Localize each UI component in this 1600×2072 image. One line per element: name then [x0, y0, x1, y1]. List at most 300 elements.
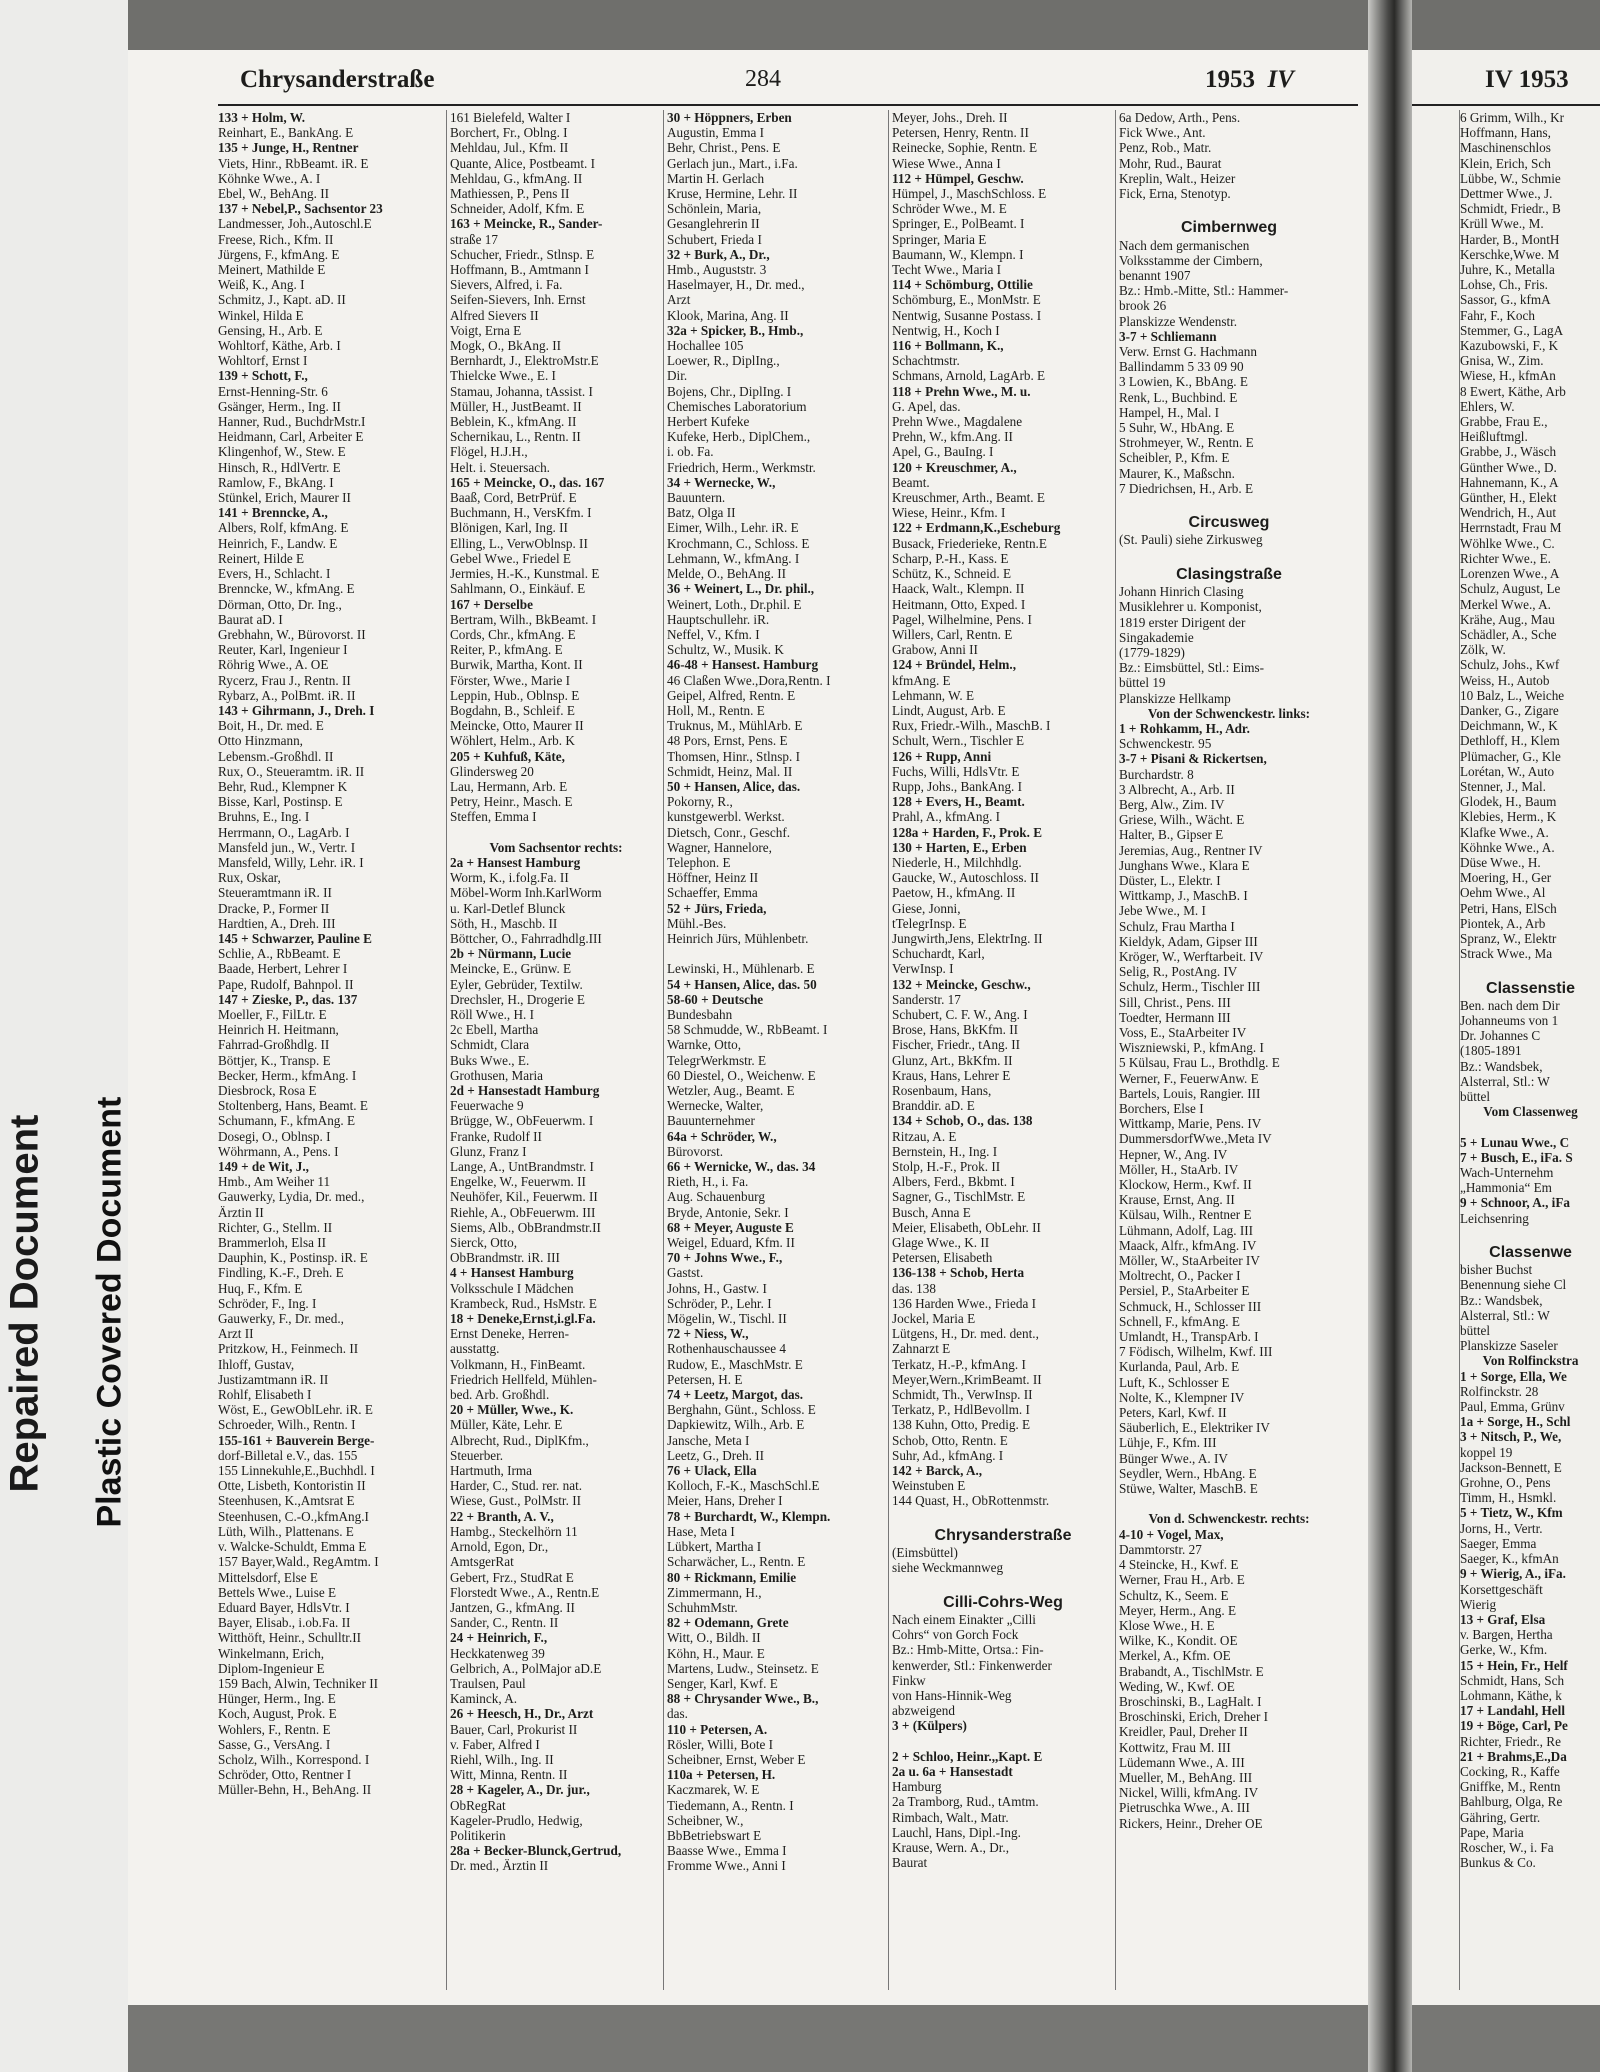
directory-line: Bisse, Karl, Postinsp. E [218, 794, 343, 810]
directory-line: Günther Wwe., D. [1460, 459, 1557, 475]
directory-line: Kazubowski, F., K [1460, 338, 1559, 354]
house-entry: 32 + Burk, A., Dr., [667, 246, 770, 262]
directory-line: Schädler, A., Sche [1460, 626, 1557, 642]
directory-line: Klingenhof, W., Stew. E [218, 444, 346, 460]
directory-line: Zimmermann, H., [667, 1584, 762, 1600]
directory-line: Griese, Wilh., Wächt. E [1119, 812, 1245, 828]
directory-line: 5 Külsau, Frau L., Brothdlg. E [1119, 1055, 1280, 1071]
directory-line: Dörman, Otto, Dr. Ing., [218, 596, 342, 612]
directory-line: kunstgewerbl. Werkst. [667, 809, 785, 825]
directory-line: Thielcke Wwe., E. I [450, 368, 556, 384]
house-entry: 68 + Meyer, Auguste E [667, 1219, 794, 1235]
directory-line: Heinrich, F., Landw. E [218, 535, 338, 551]
directory-line: Voigt, Erna E [450, 322, 522, 338]
house-entry: 52 + Jürs, Frieda, [667, 900, 767, 916]
directory-line: Klook, Marina, Ang. II [667, 307, 789, 323]
directory-line: 2a Tramborg, Rud., tAmtm. [892, 1794, 1039, 1810]
house-entry: 132 + Meincke, Geschw., [892, 976, 1031, 992]
directory-line: Lewinski, H., Mühlenarb. E [667, 961, 815, 977]
house-entry: 141 + Brenncke, A., [218, 505, 328, 521]
directory-line: v. Walcke-Schuldt, Emma E [218, 1539, 367, 1555]
directory-line: Paetow, H., kfmAng. II [892, 885, 1016, 901]
directory-line: Warnke, Otto, [667, 1037, 742, 1053]
directory-line: Schmidt, Heinz, Mal. II [667, 763, 793, 779]
directory-line: Ebel, W., BehAng. II [218, 186, 329, 202]
directory-line: Schröder Wwe., M. E [892, 201, 1007, 217]
directory-line: Weigel, Eduard, Kfm. II [667, 1235, 795, 1251]
directory-line: Vom Classenweg [1483, 1104, 1578, 1120]
directory-line: Bauer, Carl, Prokurist II [450, 1721, 578, 1737]
house-entry: 17 + Landahl, Hell [1460, 1703, 1565, 1719]
directory-line: Blönigen, Karl, Ing. II [450, 520, 568, 536]
street-heading: Cilli-Cohrs-Weg [943, 1593, 1063, 1611]
directory-line: Kreplin, Walt., Heizer [1119, 170, 1236, 186]
directory-line: Melde, O., BehAng. II [667, 566, 787, 582]
directory-line: Mansfeld, Willy, Lehr. iR. I [218, 854, 364, 870]
directory-line: Haack, Walt., Klempn. II [892, 581, 1025, 597]
directory-line: Röhrig Wwe., A. OE [218, 657, 329, 673]
directory-line [1460, 961, 1600, 976]
directory-line: Pietruschka Wwe., A. III [1119, 1800, 1250, 1816]
house-entry: 28 + Kageler, A., Dr. jur., [450, 1782, 590, 1798]
directory-line: Werner, F., FeuerwAnw. E [1119, 1070, 1259, 1086]
directory-line: Lüdemann Wwe., A. III [1119, 1754, 1245, 1770]
directory-line: Vom Sachsentor rechts: [489, 839, 623, 855]
directory-line: Pape, Rudolf, Bahnpol. II [218, 976, 354, 992]
house-entry: 142 + Barck, A., [892, 1463, 983, 1479]
directory-line: Von Rolfinckstra [1482, 1353, 1579, 1369]
directory-line: Möbel-Worm Inh.KarlWorm [450, 885, 602, 901]
directory-line: Glindersweg 20 [450, 763, 534, 779]
directory-line: Kreidler, Paul, Dreher II [1119, 1724, 1248, 1740]
directory-line: 46 Claßen Wwe.,Dora,Rentn. I [667, 672, 831, 688]
directory-line: Wöhrmann, A., Pens. I [218, 1143, 339, 1159]
directory-line: Merkel Wwe., A. [1460, 596, 1551, 612]
directory-line: Rothenhauschaussee 4 [667, 1341, 787, 1357]
directory-line: koppel 19 [1460, 1444, 1513, 1460]
directory-line: Witthöft, Heinr., Schulltr.II [218, 1630, 362, 1646]
directory-line: Bayer, Elisab., i.ob.Fa. II [218, 1615, 351, 1631]
directory-line: Witt, Minna, Rentn. II [450, 1767, 568, 1783]
house-entry: 2d + Hansestadt Hamburg [450, 1083, 600, 1098]
directory-line: Elling, L., VerwOblnsp. II [450, 535, 588, 551]
street-heading: Chrysanderstraße [934, 1526, 1072, 1544]
directory-line: Heidmann, Carl, Arbeiter E [218, 429, 364, 445]
directory-line: Wiszniewski, P., kfmAng. I [1119, 1040, 1264, 1056]
directory-line: Volkmann, H., FinBeamt. [450, 1356, 586, 1372]
directory-line: Hünger, Herm., Ing. E [218, 1691, 336, 1707]
directory-line [1119, 201, 1339, 216]
directory-line: Diesbrock, Rosa E [218, 1083, 317, 1098]
house-entry: 163 + Meincke, R., Sander- [450, 216, 603, 232]
directory-line: ObRegRat [450, 1797, 506, 1813]
directory-line: Steffen, Emma I [450, 809, 537, 825]
directory-line: Hampel, H., Mal. I [1119, 404, 1219, 420]
directory-line: Lehmann, W., kfmAng. I [667, 550, 800, 566]
directory-line: Jermies, H.-K., Kunstmal. E [450, 566, 600, 582]
directory-line: Junghans Wwe., Klara E [1119, 857, 1250, 873]
directory-line: Müller-Behn, H., BehAng. II [218, 1782, 372, 1798]
directory-line: Brabandt, A., TischlMstr. E [1119, 1663, 1264, 1679]
directory-line: Engelke, W., Feuerwm. II [450, 1174, 586, 1190]
directory-line: Rycerz, Frau J., Rentn. II [218, 672, 351, 688]
directory-line: Kerschke,Wwe. M [1460, 246, 1560, 262]
directory-line: Giese, Jonni, [892, 900, 961, 916]
directory-line: siehe Weckmannweg [892, 1560, 1004, 1576]
directory-line: Glunz, Art., BkKfm. II [892, 1052, 1013, 1068]
house-entry: 28a + Becker-Blunck,Gertrud, [450, 1843, 622, 1859]
directory-line: Klein, Erich, Sch [1460, 155, 1551, 171]
house-entry: 66 + Wernicke, W., das. 34 [667, 1159, 816, 1175]
directory-line: Heckkatenweg 39 [450, 1645, 545, 1661]
directory-line: ausstattg. [450, 1341, 500, 1357]
directory-line: Sahlmann, O., Einkäuf. E [450, 581, 586, 597]
directory-line: benannt 1907 [1119, 268, 1191, 284]
directory-line: Zölk, W. [1460, 642, 1506, 658]
directory-line: Florstedt Wwe., A., Rentn.E [450, 1584, 600, 1600]
house-entry: 136-138 + Schob, Herta [892, 1265, 1025, 1281]
directory-line: Ernst Deneke, Herren- [450, 1326, 569, 1342]
directory-line: Diplom-Ingenieur E [218, 1660, 325, 1676]
directory-line: Mögelin, W., Tischl. II [667, 1311, 787, 1327]
directory-line: Bertram, Wilh., BkBeamt. I [450, 611, 597, 627]
house-entry: 30 + Höppners, Erben [667, 110, 792, 125]
directory-line: Schob, Otto, Rentn. E [892, 1432, 1008, 1448]
directory-line: Wilke, K., Kondit. OE [1119, 1633, 1238, 1649]
directory-line: Halter, B., Gipser E [1119, 827, 1224, 843]
directory-line: Huq, F., Kfm. E [218, 1280, 303, 1296]
directory-line: Meinert, Mathilde E [218, 262, 326, 278]
directory-line: ObBrandmstr. iR. III [450, 1250, 560, 1266]
directory-line: Brose, Hans, BkKfm. II [892, 1022, 1018, 1038]
volume: IV [1267, 66, 1294, 93]
directory-line: Meyer, Herm., Ang. E [1119, 1602, 1237, 1618]
directory-line: Freese, Rich., Kfm. II [218, 231, 334, 247]
directory-line: Schultz, W., Musik. K [667, 642, 784, 658]
directory-line: Springer, E., PolBeamt. I [892, 216, 1025, 232]
directory-line: Hase, Meta I [667, 1523, 735, 1539]
directory-line: dorf-Billetal e.V., das. 155 [218, 1447, 358, 1463]
directory-line: Fahr, F., Koch [1460, 307, 1535, 323]
directory-line: Moering, H., Ger [1460, 870, 1552, 886]
directory-line: Sievers, Alfred, i. Fa. [450, 277, 563, 293]
directory-line: Baurat aD. I [218, 611, 283, 627]
house-entry: 112 + Hümpel, Geschw. [892, 170, 1024, 186]
directory-line: Klockow, Herm., Kwf. II [1119, 1177, 1252, 1193]
directory-line: Mehldau, G., kfmAng. II [450, 170, 583, 186]
directory-line: Alsterral, Stl.: W [1460, 1073, 1550, 1089]
directory-line: Schultz, K., Seem. E [1119, 1587, 1229, 1603]
directory-line: Brenncke, W., kfmAng. E [218, 581, 355, 597]
directory-line: Baumann, W., Klempn. I [892, 246, 1024, 262]
directory-line: Flögel, H.J.H., [450, 444, 528, 460]
directory-line: Borchert, Fr., Oblng. I [450, 125, 568, 141]
house-entry: 74 + Leetz, Margot, das. [667, 1387, 804, 1403]
directory-line: 3 Albrecht, A., Arb. II [1119, 781, 1235, 797]
directory-line: Mueller, M., BehAng. III [1119, 1769, 1253, 1785]
directory-line: Schmidt, Friedr., B [1460, 201, 1561, 217]
directory-line: Mehldau, Jul., Kfm. II [450, 140, 569, 156]
directory-line: Thomsen, Hinr., Stlnsp. I [667, 748, 800, 764]
house-entry: 70 + Johns Wwe., F., [667, 1250, 783, 1266]
directory-line: Moeller, F., FilLtr. E [218, 1006, 327, 1022]
directory-line: Sierck, Otto, [450, 1235, 518, 1251]
directory-line: Kruse, Hermine, Lehr. II [667, 186, 798, 202]
directory-line: Neffel, V., Kfm. I [667, 626, 760, 642]
directory-line: Martens, Ludw., Steinsetz. E [667, 1660, 819, 1676]
directory-line: Lübbe, W., Schmie [1460, 170, 1561, 186]
directory-line: Dammtorstr. 27 [1119, 1541, 1202, 1557]
house-entry: 1 + Sorge, Ella, We [1460, 1368, 1567, 1384]
directory-line: bisher Buchst [1460, 1262, 1533, 1278]
directory-line: Rux, Oskar, [218, 870, 281, 886]
directory-line: Schroeder, Wilh., Rentn. I [218, 1417, 356, 1433]
directory-line: Franke, Rudolf II [450, 1128, 542, 1144]
directory-line: Gesanglehrerin II [667, 216, 760, 232]
directory-line: Planskizze Wendenstr. [1119, 313, 1238, 329]
directory-line [892, 1509, 1114, 1524]
directory-line: straße 17 [450, 231, 498, 247]
directory-line: Gaucke, W., Autoschloss. II [892, 870, 1039, 886]
directory-line: Böttcher, O., Fahrradhdlg.III [450, 930, 602, 946]
directory-line [1460, 1226, 1600, 1241]
directory-line: Stüwe, Walter, MaschB. E [1119, 1481, 1258, 1497]
directory-line: Rolfinckstr. 28 [1460, 1383, 1539, 1399]
directory-line: (St. Pauli) siehe Zirkusweg [1119, 532, 1263, 548]
house-entry: 1a + Sorge, H., Schl [1460, 1414, 1571, 1430]
directory-line: v. Faber, Alfred I [450, 1736, 540, 1752]
directory-line: Rudow, E., MaschMstr. E [667, 1356, 803, 1372]
directory-line: Dauphin, K., Postinsp. iR. E [218, 1250, 368, 1266]
house-entry: 21 + Brahms,E.,Da [1460, 1748, 1567, 1764]
house-entry: 22 + Branth, A. V., [450, 1508, 554, 1524]
directory-line: Lindt, August, Arb. E [892, 702, 1006, 718]
directory-line: Rosenbaum, Hans, [892, 1083, 992, 1098]
directory-line: Heißluftmgl. [1460, 429, 1528, 445]
directory-line: Buchmann, H., VersKfm. I [450, 505, 592, 521]
directory-line: Hardtien, A., Dreh. III [218, 915, 336, 931]
house-entry: 72 + Niess, W., [667, 1326, 749, 1342]
directory-line: (1779-1829) [1119, 644, 1185, 660]
directory-line: Fick, Erna, Stenotyp. [1119, 186, 1231, 202]
directory-line: Dietsch, Conr., Geschf. [667, 824, 791, 840]
directory-line: Scheibner, W., [667, 1812, 744, 1828]
directory-line: 138 Kuhn, Otto, Predig. E [892, 1417, 1031, 1433]
directory-line: Fischer, Friedr., tAng. II [892, 1037, 1021, 1053]
directory-line: Winkelmann, Erich, [218, 1645, 325, 1661]
directory-line: Söth, H., Maschb. II [450, 915, 558, 931]
directory-line: Paul, Emma, Grünv [1460, 1399, 1565, 1415]
directory-line: Meyer, Johs., Dreh. II [892, 110, 1008, 125]
directory-line: Bartels, Louis, Rangier. III [1119, 1085, 1261, 1101]
directory-line: Richter Wwe., E. [1460, 550, 1551, 566]
directory-line [450, 825, 662, 840]
directory-line: Reiter, P., kfmAng. E [450, 642, 563, 658]
directory-line: Jantzen, G., kfmAng. II [450, 1599, 575, 1615]
directory-line: Busack, Friederieke, Rentn.E [892, 535, 1047, 551]
directory-line: Sassor, G., kfmA [1460, 292, 1551, 308]
year: 1953 [1205, 66, 1255, 93]
directory-line: Wendrich, H., Aut [1460, 505, 1556, 521]
directory-line: Politikerin [450, 1827, 506, 1843]
directory-line: 155 Linnekuhle,E.,Buchhdl. I [218, 1463, 375, 1479]
directory-line: Schütz, K., Schneid. E [892, 566, 1012, 582]
directory-line [1119, 496, 1339, 511]
directory-line: Koch, August, Prok. E [218, 1706, 337, 1722]
directory-line: Oehm Wwe., Al [1460, 885, 1546, 901]
directory-line: Eimer, Wilh., Lehr. iR. E [667, 520, 799, 536]
directory-line: Harder, B., MontH [1460, 231, 1560, 247]
directory-line: Herrnstadt, Frau M [1460, 520, 1562, 536]
house-entry: 20 + Müller, Wwe., K. [450, 1402, 574, 1418]
directory-line: Schubert, C. F. W., Ang. I [892, 1006, 1028, 1022]
directory-line: Johanneums von 1 [1460, 1012, 1559, 1028]
directory-line: Korsettgeschäft [1460, 1581, 1543, 1597]
directory-line: Weiss, H., Autob [1460, 672, 1550, 688]
house-entry: 15 + Hein, Fr., Helf [1460, 1657, 1568, 1673]
directory-line: Schneider, Adolf, Kfm. E [450, 201, 585, 217]
directory-line: Senger, Karl, Kwf. E [667, 1675, 778, 1691]
directory-line: Becker, Herm., kfmAng. I [218, 1067, 357, 1083]
directory-line: 60 Diestel, O., Weichenw. E [667, 1067, 816, 1083]
directory-line: Deichmann, W., K [1460, 718, 1558, 734]
directory-line: Schachtmstr. [892, 353, 960, 369]
directory-line: Wierig [1460, 1596, 1497, 1612]
directory-line: Kraus, Hans, Lehrer E [892, 1067, 1011, 1083]
directory-line: Arnold, Egon, Dr., [450, 1539, 549, 1555]
directory-line: Schmidt, Hans, Sch [1460, 1672, 1565, 1688]
directory-line: Luft, K., Schlosser E [1119, 1374, 1230, 1390]
directory-line: Dracke, P., Former II [218, 900, 330, 916]
directory-line: Gerke, W., Kfm. [1460, 1642, 1548, 1658]
directory-line: Roscher, W., i. Fa [1460, 1839, 1554, 1855]
directory-line: Suhr, Ad., kfmAng. I [892, 1447, 1004, 1463]
directory-line: Lühje, F., Kfm. III [1119, 1435, 1217, 1451]
directory-line: Dir. [667, 368, 688, 384]
house-entry: 76 + Ulack, Ella [667, 1463, 757, 1479]
house-entry: 118 + Prehn Wwe., M. u. [892, 383, 1031, 399]
directory-line: 1819 erster Dirigent der [1119, 614, 1246, 630]
directory-line: Brammerloh, Elsa II [218, 1235, 327, 1251]
directory-line: Voss, E., StaArbeiter IV [1119, 1024, 1247, 1040]
directory-line: Alfred Sievers II [450, 307, 539, 323]
directory-line: Herbert Kufeke [667, 414, 750, 430]
directory-line: Hambg., Steckelhörn 11 [450, 1523, 578, 1539]
house-entry: 46-48 + Hansest. Hamburg [667, 657, 819, 673]
directory-line: Von der Schwenckestr. links: [1147, 705, 1311, 721]
directory-line: Batz, Olga II [667, 505, 736, 521]
directory-line: Hoffmann, Hans, [1460, 125, 1551, 141]
directory-line: Prehn, W., kfm.Ang. II [892, 429, 1013, 445]
page-year-volume [1205, 66, 1294, 106]
directory-line: Stenner, J., Mal. [1460, 778, 1546, 794]
directory-line: Rupp, Johs., BankAng. I [892, 778, 1023, 794]
directory-line: Schulz, Frau Martha I [1119, 918, 1235, 934]
directory-line: 6a Dedow, Arth., Pens. [1119, 110, 1241, 125]
directory-line: Heinrich Jürs, Mühlenbetr. [667, 930, 809, 946]
directory-line: Verw. Ernst G. Hachmann [1119, 344, 1257, 360]
directory-line: Schuchardt, Karl, [892, 946, 985, 962]
directory-line: Lauchl, Hans, Dipl.-Ing. [892, 1824, 1021, 1840]
directory-line: Gastst. [667, 1265, 704, 1281]
directory-line: Rickers, Heinr., Dreher OE [1119, 1815, 1263, 1831]
directory-line: Peters, Karl, Kwf. II [1119, 1405, 1227, 1421]
directory-line: kenwerder, Stl.: Finkenwerder [892, 1657, 1052, 1673]
directory-line: Bunkus & Co. [1460, 1855, 1536, 1871]
directory-line: Maack, Alfr., kfmAng. IV [1119, 1237, 1257, 1253]
directory-line: Hartmuth, Irma [450, 1463, 533, 1479]
directory-line: Dosegi, O., Oblnsp. I [218, 1128, 331, 1144]
directory-line: Kreuschmer, Arth., Beamt. E [892, 490, 1045, 506]
directory-line: Leichsenring [1460, 1210, 1529, 1226]
directory-line: Persiel, P., StaArbeiter E [1119, 1283, 1250, 1299]
house-entry: 18 + Deneke,Ernst,i.gl.Fa. [450, 1311, 596, 1327]
directory-line: Merkel, A., Kfm. OE [1119, 1648, 1231, 1664]
directory-line: Brügge, W., ObFeuerwm. I [450, 1113, 594, 1129]
directory-line: Gauwerky, F., Dr. med., [218, 1311, 344, 1327]
directory-line: Schmidt, Th., VerwInsp. II [892, 1387, 1033, 1403]
directory-line: Lohse, Ch., Fris. [1460, 277, 1548, 293]
directory-line: Baasse Wwe., Emma I [667, 1843, 787, 1859]
directory-line: Friedrich Hellfeld, Mühlen- [450, 1371, 597, 1387]
directory-line: Meincke, E., Grünw. E [450, 961, 572, 977]
directory-line: Leppin, Hub., Oblnsp. E [450, 687, 580, 703]
directory-line: Heinrich H. Heitmann, [218, 1022, 339, 1038]
directory-line: Baade, Herbert, Lehrer I [218, 961, 348, 977]
directory-line: Bahlburg, Olga, Re [1460, 1794, 1563, 1810]
directory-line: 144 Quast, H., ObRottenmstr. [892, 1493, 1050, 1509]
directory-line: Schubert, Frieda I [667, 231, 762, 247]
directory-line: Meier, Elisabeth, ObLehr. II [892, 1219, 1041, 1235]
directory-line: Behr, Rud., Klempner K [218, 778, 348, 794]
directory-line: Feuerwache 9 [450, 1098, 524, 1114]
directory-line: Stolp, H.-F., Prok. II [892, 1159, 1001, 1175]
directory-line: Nentwig, H., Koch I [892, 322, 1000, 338]
house-entry: 19 + Böge, Carl, Pe [1460, 1718, 1568, 1734]
directory-line: Otte, Lisbeth, Kontoristin II [218, 1478, 366, 1494]
directory-line: 4 Steincke, H., Kwf. E [1119, 1557, 1239, 1573]
directory-line: Fuchs, Willi, HdlsVtr. E [892, 763, 1020, 779]
directory-line: Lübkert, Martha I [667, 1539, 762, 1555]
directory-line: Borchers, Else I [1119, 1101, 1204, 1116]
directory-line: Dapkiewitz, Wilh., Arb. E [667, 1417, 805, 1433]
directory-line: Schmidt, Clara [450, 1037, 530, 1053]
directory-line: Kaczmarek, W. E [667, 1782, 760, 1798]
directory-line: von Hans-Hinnik-Weg [892, 1687, 1012, 1703]
directory-line [892, 1576, 1114, 1591]
house-entry: 137 + Nebel,P., Sachsentor 23 [218, 201, 383, 217]
directory-line: Weinert, Loth., Dr.phil. E [667, 596, 802, 612]
directory-line: Sill, Christ., Pens. III [1119, 994, 1231, 1010]
directory-line: Ballindamm 5 33 09 90 [1119, 359, 1244, 375]
directory-line: Nolte, K., Klempner IV [1119, 1389, 1245, 1405]
directory-line: Pagel, Wilhelmine, Pens. I [892, 611, 1032, 627]
directory-line: Steenhusen, C.-O.,kfmAng.I [218, 1508, 369, 1524]
directory-line: Schönlein, Maria, [667, 201, 762, 217]
directory-line: Pritzkow, H., Feinmech. II [218, 1341, 359, 1357]
house-entry: 143 + Gihrmann, J., Dreh. I [218, 702, 375, 718]
directory-line: 136 Harden Wwe., Frieda I [892, 1295, 1037, 1311]
directory-line: bed. Arb. Großhdl. [450, 1387, 550, 1403]
directory-line: 2c Ebell, Martha [450, 1022, 539, 1038]
directory-line: Gniffke, M., Rentn [1460, 1779, 1561, 1795]
column-3 [663, 110, 887, 1990]
directory-line: 7 Diedrichsen, H., Arb. E [1119, 480, 1254, 496]
directory-line: Fahrrad-Großhdlg. II [218, 1037, 330, 1053]
directory-line: Petri, Hans, ElSch [1460, 900, 1557, 916]
directory-line: abzweigend [892, 1703, 955, 1719]
directory-line: Quante, Alice, Postbeamt. I [450, 155, 596, 171]
